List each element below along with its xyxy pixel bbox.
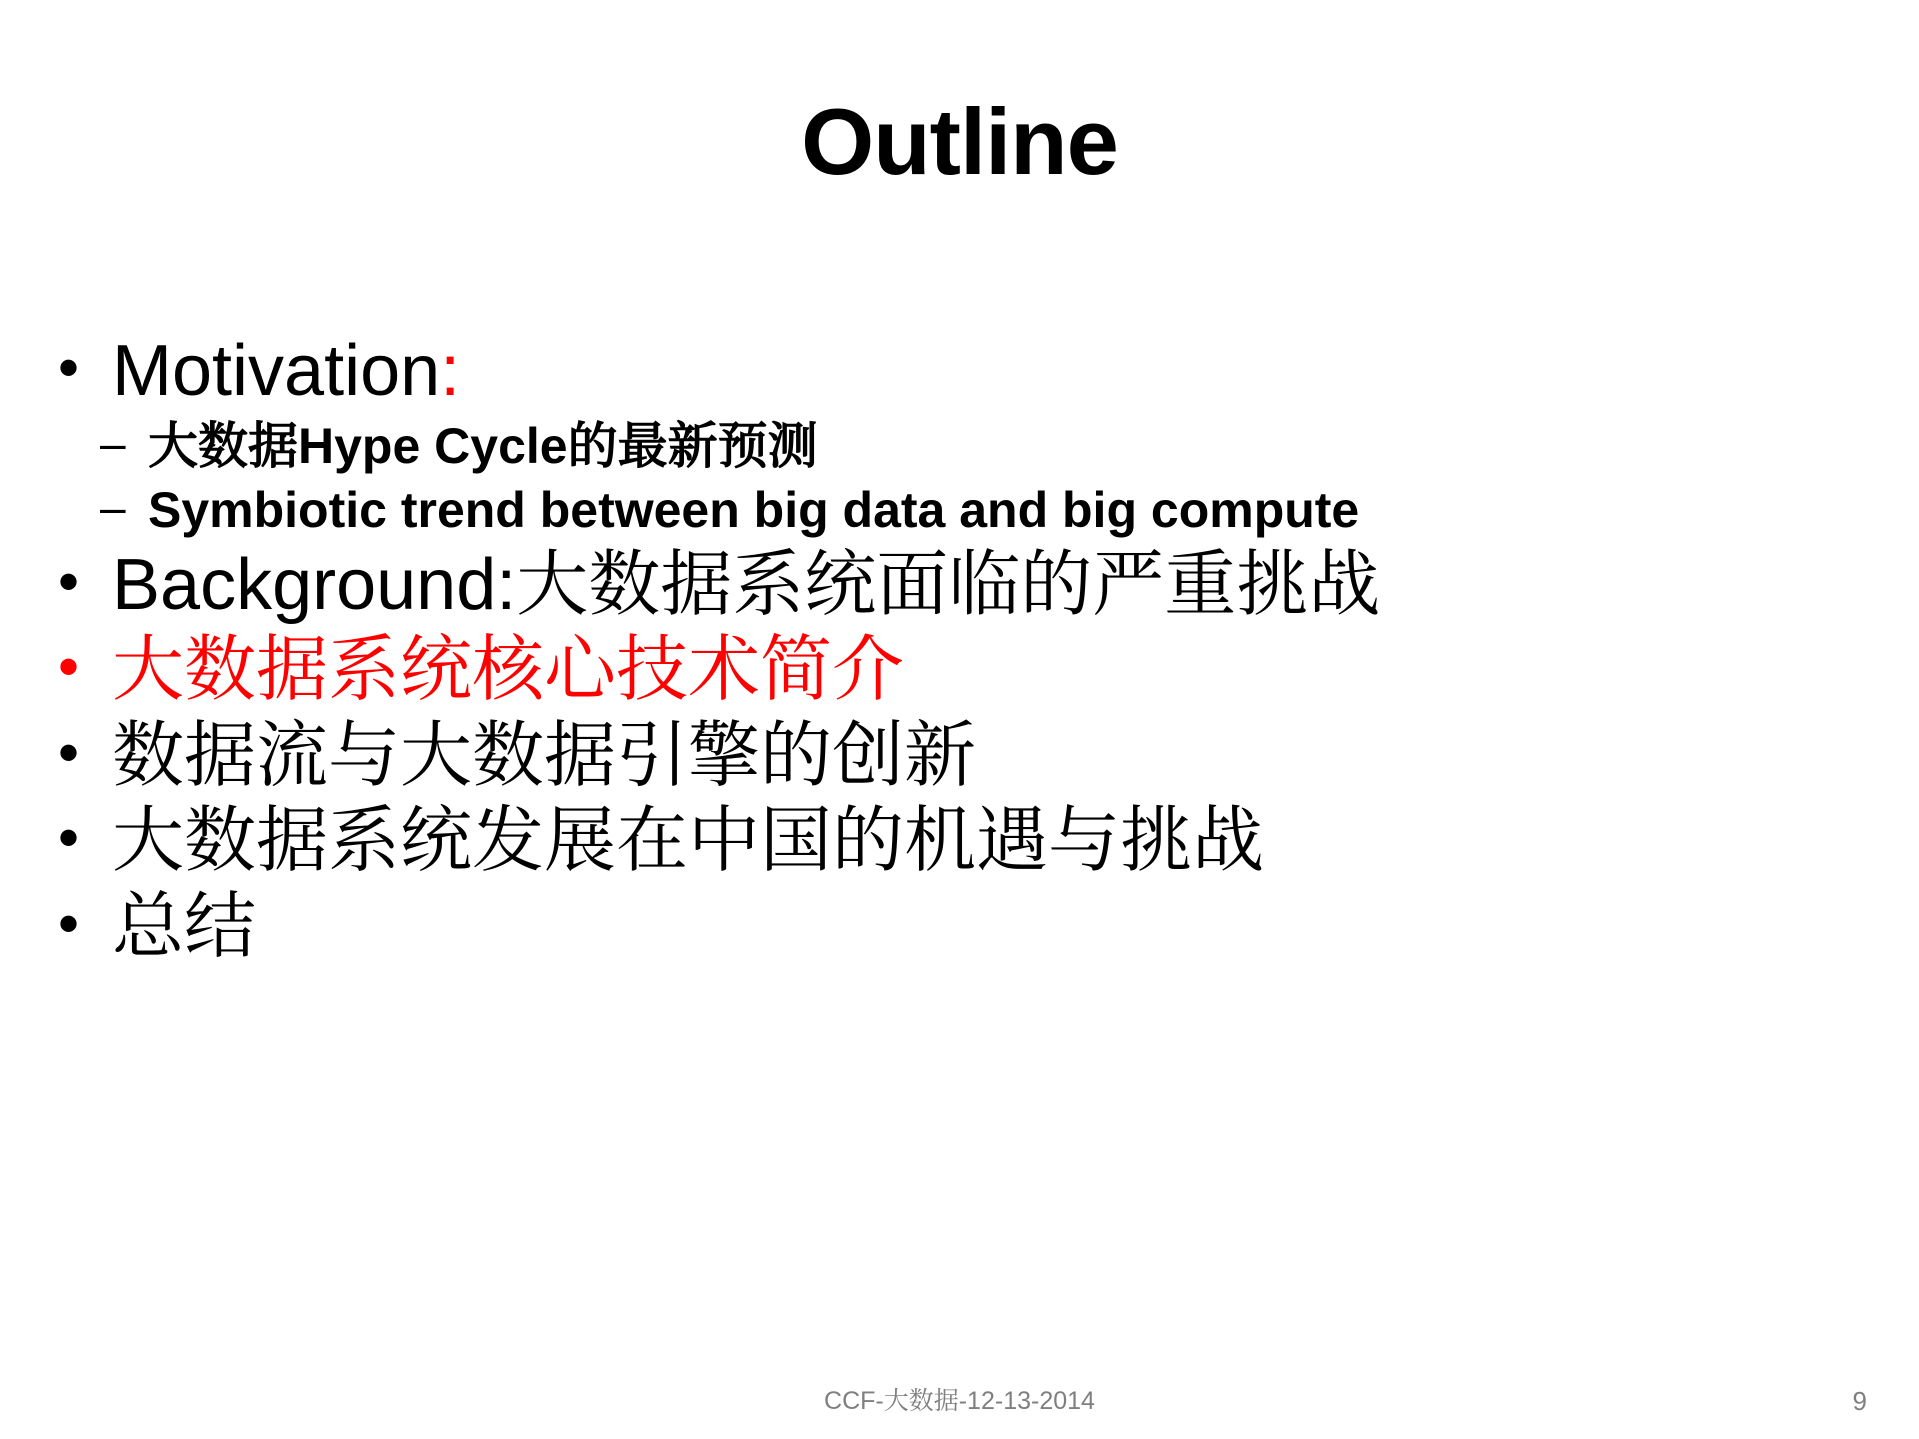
list-item-suffix: : xyxy=(440,331,461,411)
list-item-label: 大数据系统发展在中国的机遇与挑战 xyxy=(112,801,1265,882)
sub-list-item xyxy=(40,416,1880,476)
list-item xyxy=(40,629,1880,713)
list-item-label: Background:大数据系统面临的严重挑战 xyxy=(112,544,1381,625)
bullet-glyph-icon: • xyxy=(58,889,80,957)
sub-list-item xyxy=(40,480,1880,540)
list-item xyxy=(40,544,1880,628)
list-item-label: 大数据系统核心技术简介 xyxy=(112,630,905,711)
sub-list-item-label: Symbiotic trend between big data and big compute xyxy=(148,481,1360,538)
bullet-glyph-icon: • xyxy=(58,633,80,701)
bullet-glyph-icon: • xyxy=(58,804,80,872)
list-item xyxy=(40,330,1880,414)
bullet-glyph-icon: • xyxy=(58,334,80,401)
list-item-label: 总结 xyxy=(112,886,257,967)
slide-footer-text: CCF-大数据-12-13-2014 xyxy=(824,1387,1095,1415)
dash-glyph-icon: – xyxy=(100,480,126,533)
outline-list xyxy=(40,330,1880,971)
slide-page-number: 9 xyxy=(1852,1386,1867,1416)
bullet-glyph-icon: • xyxy=(58,547,80,615)
dash-glyph-icon: – xyxy=(100,416,126,469)
list-item xyxy=(40,800,1880,884)
bullet-glyph-icon: • xyxy=(58,718,80,786)
sub-list-item-label: 大数据Hype Cycle的最新预测 xyxy=(148,417,818,474)
page-title: Outline xyxy=(801,89,1118,194)
list-item xyxy=(40,886,1880,970)
list-item-label xyxy=(112,330,1880,414)
list-item xyxy=(40,715,1880,799)
list-item-text: Motivation xyxy=(112,331,441,411)
list-item-label: 数据流与大数据引擎的创新 xyxy=(112,715,977,796)
